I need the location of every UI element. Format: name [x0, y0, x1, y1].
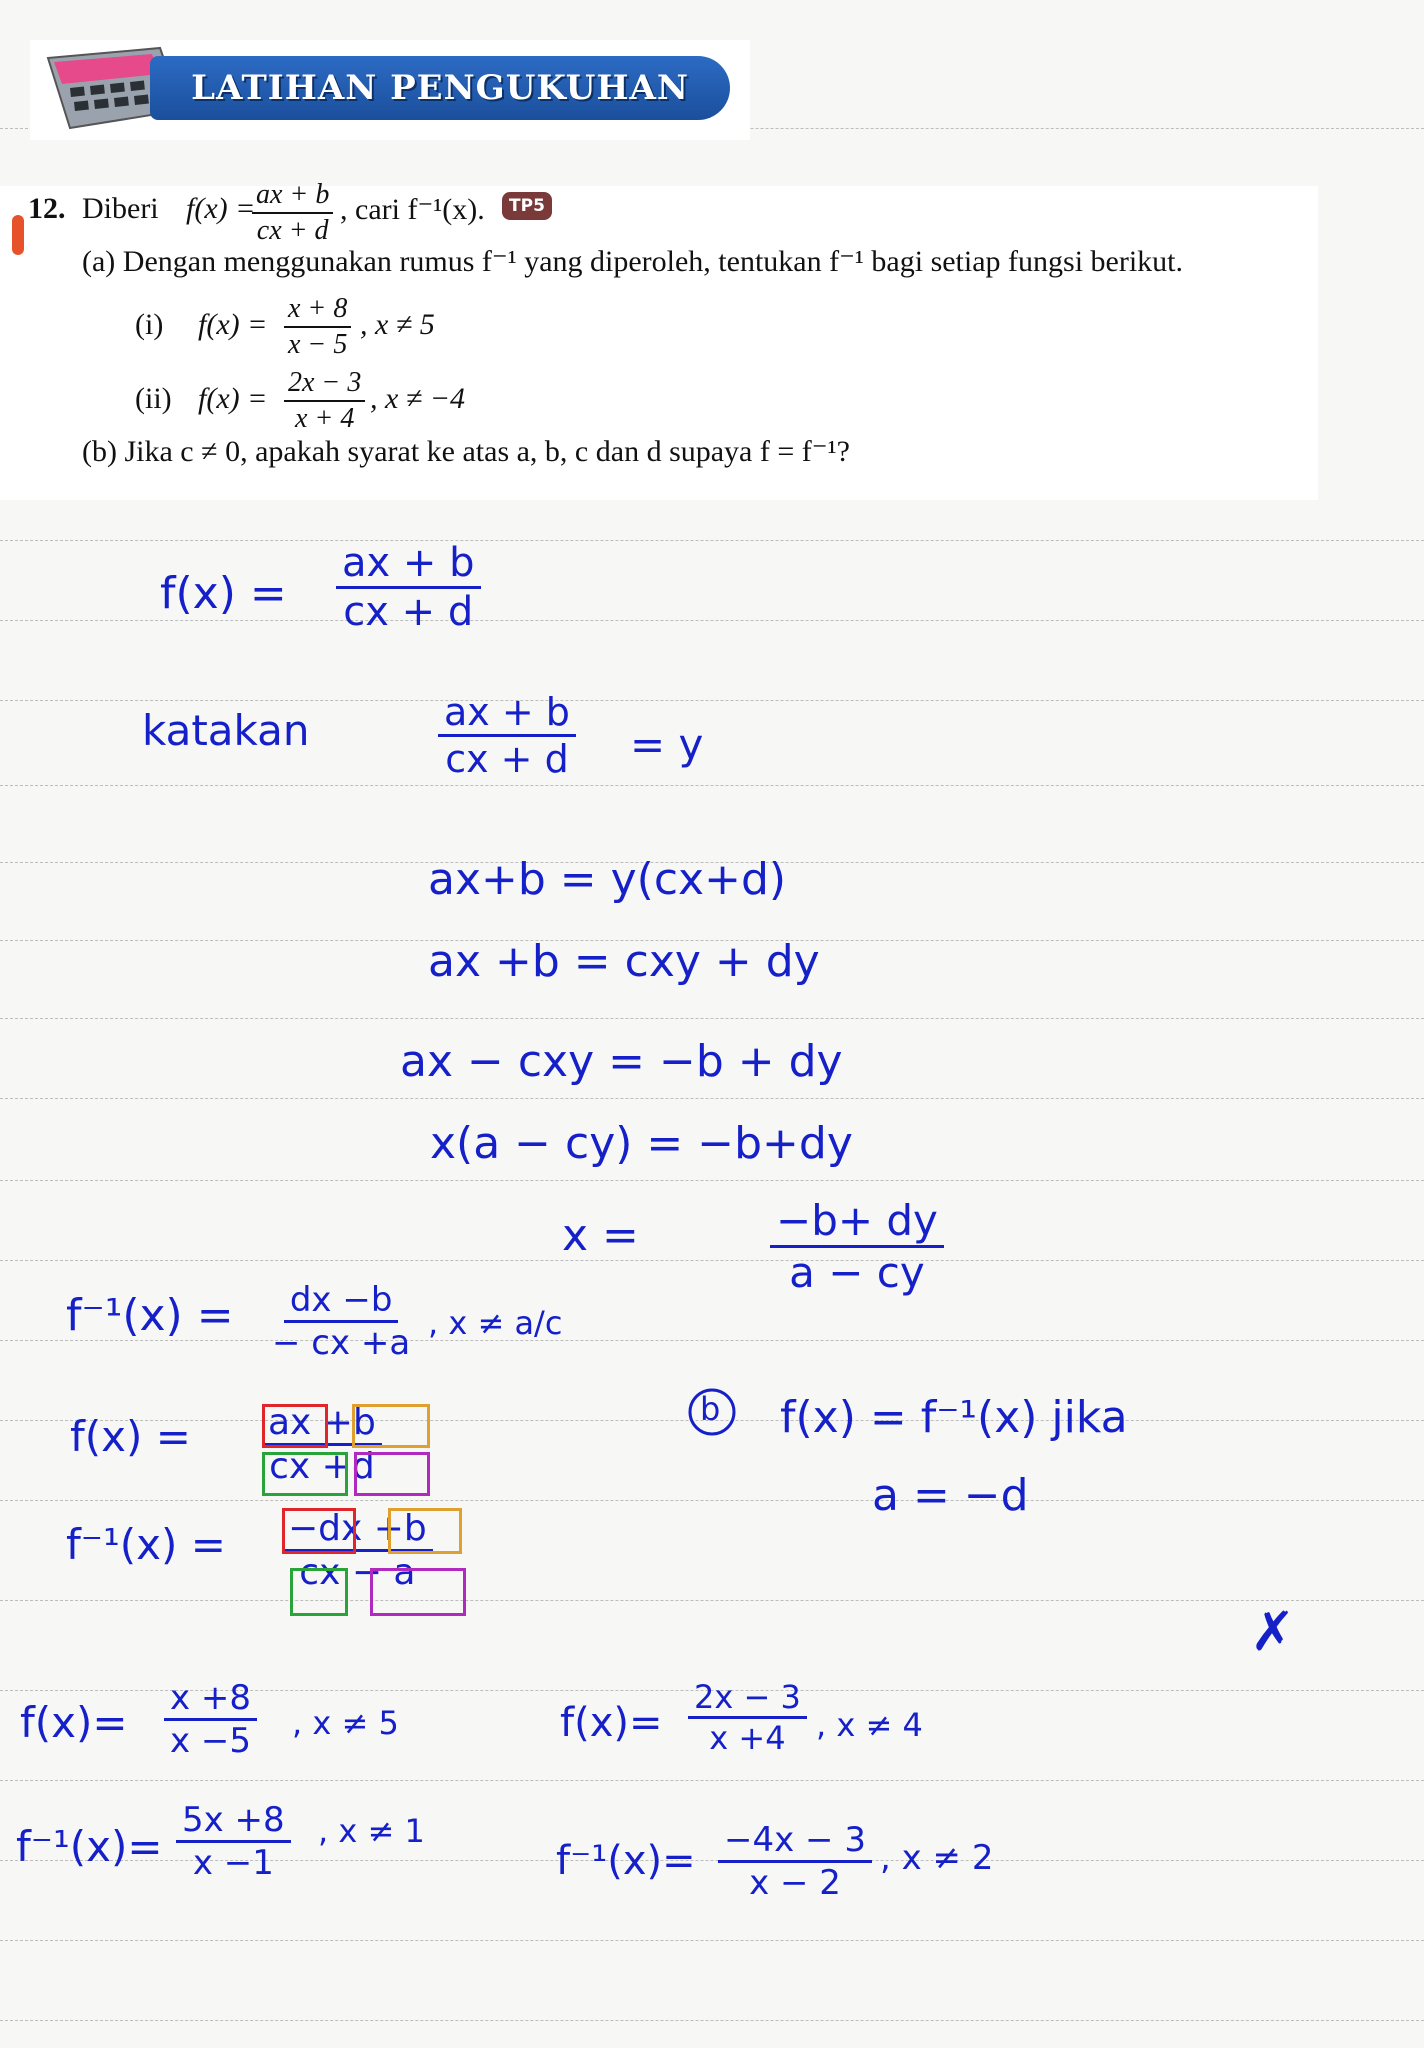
part-b-line-2: a = −d — [872, 1470, 1029, 1521]
part-b-line-1: f(x) = f⁻¹(x) jika — [780, 1392, 1128, 1443]
work-line-3: ax+b = y(cx+d) — [428, 854, 787, 905]
question-f-fraction — [252, 178, 333, 248]
work-x-numerator: −b+ dy — [770, 1196, 944, 1248]
work-line-6: x(a − cy) = −b+dy — [430, 1118, 853, 1169]
aii-f-condition: , x ≠ 4 — [816, 1706, 923, 1744]
question-intro: Diberi — [82, 192, 159, 225]
highlight-b-inverse-box — [388, 1508, 462, 1554]
compare-f-denominator: cx +d — [269, 1446, 375, 1487]
aii-inverse-condition: , x ≠ 2 — [880, 1838, 994, 1878]
ai-inverse-fraction — [176, 1800, 291, 1883]
part-i-denominator: x − 5 — [288, 329, 348, 360]
ai-f-numerator: x +8 — [164, 1678, 257, 1721]
part-a-text: (a) Dengan menggunakan rumus f⁻¹ yang diperoleh, tentukan f⁻¹ bagi setiap fungsi berikut. — [82, 245, 1184, 278]
aii-inverse-lhs: f⁻¹(x)= — [556, 1838, 696, 1884]
part-ii-fraction — [284, 366, 365, 436]
question-f-lhs: f(x) = — [186, 192, 256, 225]
part-ii-label: (ii) — [135, 382, 172, 415]
compare-inverse-lhs: f⁻¹(x) = — [66, 1520, 226, 1569]
compare-inverse-numerator: −dx +b — [282, 1508, 433, 1552]
part-i-fraction — [284, 292, 351, 362]
aii-f-numerator: 2x − 3 — [688, 1678, 807, 1719]
work-let-denominator: cx + d — [445, 737, 569, 781]
work-f-fraction — [336, 540, 481, 635]
work-katakan: katakan — [142, 706, 310, 755]
work-inverse-fraction — [272, 1280, 410, 1363]
part-ii-numerator: 2x − 3 — [284, 366, 365, 402]
header-title: LATIHAN PENGUKUHAN — [191, 68, 689, 108]
compare-inverse-denominator: cx − a — [299, 1552, 416, 1593]
highlight-d-box — [354, 1452, 430, 1496]
part-ii-condition: , x ≠ −4 — [370, 382, 466, 415]
work-line-5: ax − cxy = −b + dy — [400, 1036, 843, 1087]
highlight-c-box — [262, 1452, 348, 1496]
aii-f-denominator: x +4 — [709, 1719, 786, 1757]
ai-f-condition: , x ≠ 5 — [292, 1704, 399, 1742]
question-f-denominator: cx + d — [256, 215, 329, 246]
work-inverse-condition: , x ≠ a/c — [428, 1304, 563, 1342]
work-line-7-lhs: x = — [562, 1210, 639, 1261]
ai-inverse-condition: , x ≠ 1 — [318, 1812, 425, 1850]
compare-f-lhs: f(x) = — [70, 1412, 191, 1461]
aii-f-fraction — [688, 1678, 807, 1757]
aii-f-lhs: f(x)= — [560, 1700, 663, 1746]
work-inverse-denominator: − cx +a — [272, 1323, 411, 1363]
part-b-text: (b) Jika c ≠ 0, apakah syarat ke atas a, b, c dan d supaya f = f⁻¹? — [82, 435, 850, 468]
part-b-label: b — [700, 1390, 721, 1428]
ai-inverse-denominator: x −1 — [192, 1843, 274, 1883]
work-f-denominator: cx + d — [343, 589, 474, 635]
part-i-condition: , x ≠ 5 — [360, 308, 435, 341]
work-inverse-lhs: f⁻¹(x) = — [66, 1290, 234, 1341]
ai-f-lhs: f(x)= — [20, 1698, 128, 1747]
question-number: 12. — [28, 192, 66, 225]
highlight-b-box — [352, 1404, 430, 1448]
part-i-label: (i) — [135, 308, 164, 341]
part-i-numerator: x + 8 — [284, 292, 351, 328]
work-f-lhs: f(x) = — [160, 568, 287, 619]
ai-inverse-lhs: f⁻¹(x)= — [16, 1822, 163, 1871]
question-find: , cari f⁻¹(x). — [340, 193, 485, 226]
highlight-c-inverse-box — [290, 1568, 348, 1616]
aii-inverse-numerator: −4x − 3 — [718, 1820, 872, 1863]
margin-marker — [12, 215, 24, 255]
cross-mark: ✗ — [1250, 1600, 1296, 1663]
ai-f-fraction — [164, 1678, 257, 1761]
part-ii-lhs: f(x) = — [198, 382, 268, 415]
work-let-rhs: = y — [630, 720, 704, 769]
work-line-4: ax +b = cxy + dy — [428, 936, 820, 987]
part-i-lhs: f(x) = — [198, 308, 268, 341]
question-f-numerator: ax + b — [252, 178, 333, 214]
part-ii-denominator: x + 4 — [295, 403, 355, 434]
highlight-a-box — [262, 1404, 328, 1448]
ai-inverse-numerator: 5x +8 — [176, 1800, 291, 1843]
work-inverse-numerator: dx −b — [284, 1280, 399, 1323]
work-let-fraction — [438, 690, 576, 781]
compare-f-numerator: ax +b — [262, 1402, 382, 1446]
tp5-badge: TP5 — [502, 192, 552, 220]
work-x-denominator: a − cy — [789, 1248, 925, 1297]
work-let-numerator: ax + b — [438, 690, 576, 737]
aii-inverse-denominator: x − 2 — [749, 1863, 841, 1903]
header-banner — [150, 56, 730, 120]
aii-inverse-fraction — [718, 1820, 872, 1903]
ai-f-denominator: x −5 — [170, 1721, 252, 1761]
work-x-fraction — [770, 1196, 944, 1297]
work-f-numerator: ax + b — [336, 540, 481, 589]
highlight-neg-d-box — [282, 1508, 356, 1554]
highlight-neg-a-box — [370, 1568, 466, 1616]
